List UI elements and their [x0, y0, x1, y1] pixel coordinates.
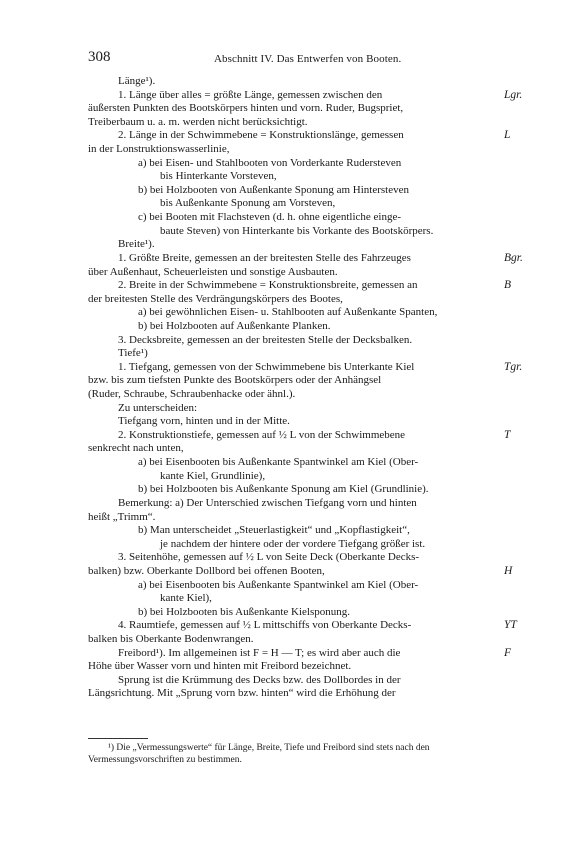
text-line: [88, 306, 530, 320]
text-line: [88, 551, 530, 565]
text-line: [88, 402, 530, 416]
line-text: in der Lonstruktionswasserlinie,: [88, 143, 230, 156]
line-text: Längsrichtung. Mit „Sprung vorn bzw. hinten“ wird die Erhöhung der: [88, 687, 396, 700]
line-text: a) bei Eisenbooten bis Außenkante Spantwinkel am Kiel (Ober-: [138, 456, 419, 469]
margin-symbol: T: [504, 428, 511, 441]
line-text: bis Hinterkante Vorsteven,: [160, 170, 277, 183]
line-text: baute Steven) von Hinterkante bis Vorkante des Bootskörpers.: [160, 224, 434, 237]
line-text: Höhe über Wasser vorn und hinten mit Freibord bezeichnet.: [88, 660, 352, 673]
line-text: b) bei Holzbooten bis Außenkante Kielsponung.: [138, 605, 351, 618]
line-text: 4. Raumtiefe, gemessen auf ½ L mittschiffs von Oberkante Decks-: [118, 619, 412, 632]
text-line: [88, 89, 530, 103]
text-line: [88, 687, 530, 701]
text-line: [88, 442, 530, 456]
text-line: [88, 184, 530, 198]
line-text: bis Außenkante Sponung am Vorsteven,: [160, 197, 336, 210]
line-text: a) bei gewöhnlichen Eisen- u. Stahlbooten auf Außenkante Spanten,: [138, 306, 438, 319]
line-text: der breitesten Stelle des Verdrängungskörpers des Bootes,: [88, 292, 343, 305]
line-text: 2. Länge in der Schwimmebene = Konstruktionslänge, gemessen: [118, 129, 404, 142]
text-line: [88, 266, 530, 280]
line-text: 2. Konstruktionstiefe, gemessen auf ½ L von der Schwimmebene: [118, 428, 406, 441]
line-text: b) bei Holzbooten von Außenkante Sponung am Hintersteven: [138, 183, 409, 196]
text-line: [88, 483, 530, 497]
text-line: [88, 75, 530, 89]
line-text: Länge¹).: [118, 75, 156, 87]
text-line: [88, 619, 530, 633]
text-line: [88, 633, 530, 647]
text-line: [88, 129, 530, 143]
text-line: [88, 347, 530, 361]
text-line: [88, 497, 530, 511]
line-text: 1. Tiefgang, gemessen von der Schwimmebene bis Unterkante Kiel: [118, 360, 415, 373]
line-text: a) bei Eisen- und Stahlbooten von Vorderkante Rudersteven: [138, 156, 402, 169]
text-line: [88, 415, 530, 429]
line-text: Breite¹).: [118, 238, 155, 251]
text-line: [88, 252, 530, 266]
text-line: [88, 225, 530, 239]
line-text: 3. Seitenhöhe, gemessen auf ½ L von Seite Deck (Oberkante Decks-: [118, 551, 420, 564]
line-text: 2. Breite in der Schwimmebene = Konstruktionsbreite, gemessen an: [118, 279, 418, 292]
line-text: senkrecht nach unten,: [88, 442, 184, 455]
margin-symbol: Lgr.: [504, 88, 523, 101]
page-header: [88, 49, 528, 69]
text-line: [88, 524, 530, 538]
text-line: [88, 579, 530, 593]
line-text: 1. Größte Breite, gemessen an der breitesten Stelle des Fahrzeuges: [118, 251, 411, 264]
margin-symbol: H: [504, 564, 513, 577]
text-line: [88, 429, 530, 443]
line-text: über Außenhaut, Scheuerleisten und sonstige Ausbauten.: [88, 265, 338, 278]
text-line: [88, 374, 530, 388]
line-text: b) Man unterscheidet „Steuerlastigkeit“ und „Kopflastigkeit“,: [138, 524, 410, 537]
line-text: kante Kiel, Grundlinie),: [160, 469, 266, 482]
text-line: [88, 470, 530, 484]
margin-symbol: YT: [504, 619, 517, 632]
text-line: [88, 238, 530, 252]
text-line: [88, 606, 530, 620]
text-line: [88, 197, 530, 211]
text-line: [88, 565, 530, 579]
line-text: c) bei Booten mit Flachsteven (d. h. ohne eigentliche einge-: [138, 211, 402, 224]
text-line: [88, 511, 530, 525]
margin-symbol: F: [504, 646, 512, 659]
line-text: b) bei Holzbooten auf Außenkante Planken.: [138, 319, 331, 332]
line-text: Sprung ist die Krümmung des Decks bzw. des Dollbordes in der: [118, 673, 401, 686]
text-line: [88, 293, 530, 307]
text-line: [88, 334, 530, 348]
text-line: [88, 143, 530, 157]
text-line: [88, 157, 530, 171]
body-text: [88, 75, 530, 701]
line-text: heißt „Trimm“.: [88, 510, 156, 523]
line-text: Bemerkung: a) Der Unterschied zwischen Tiefgang vorn und hinten: [118, 496, 417, 509]
text-line: [88, 456, 530, 470]
line-text: 1. Länge über alles = größte Länge, gemessen zwischen den: [118, 88, 383, 101]
text-line: [88, 211, 530, 225]
text-line: [88, 320, 530, 334]
text-line: [88, 170, 530, 184]
line-text: Tiefe¹): [118, 347, 148, 360]
footnote-line: Vermessungsvorschriften zu bestimmen.: [88, 755, 242, 765]
line-text: Freibord¹). Im allgemeinen ist F = H — T; es wird aber auch die: [118, 646, 401, 659]
running-head: Abschnitt IV. Das Entwerfen von Booten.: [214, 53, 402, 65]
text-line: [88, 388, 530, 402]
footnote-rule: [88, 738, 148, 739]
line-text: bzw. bis zum tiefsten Punkte des Bootskörpers oder der Anhängsel: [88, 374, 382, 387]
text-line: [88, 102, 530, 116]
text-line: [88, 660, 530, 674]
line-text: balken) bzw. Oberkante Dollbord bei offenen Booten,: [88, 564, 325, 577]
line-text: Tiefgang vorn, hinten und in der Mitte.: [118, 415, 290, 428]
footnote: [88, 742, 533, 766]
text-line: [88, 647, 530, 661]
text-line: [88, 674, 530, 688]
footnote-line: ¹) Die „Vermessungswerte“ für Länge, Breite, Tiefe und Freibord sind stets nach den: [108, 743, 430, 753]
page-number: 308: [88, 49, 111, 65]
margin-symbol: Tgr.: [504, 360, 523, 373]
line-text: Zu unterscheiden:: [118, 401, 198, 414]
text-line: [88, 116, 530, 130]
line-text: Treiberbaum u. a. m. werden nicht berücksichtigt.: [88, 115, 308, 128]
line-text: je nachdem der hintere oder der vordere Tiefgang größer ist.: [160, 537, 426, 550]
line-text: äußersten Punkten des Bootskörpers hinten und vorn. Ruder, Bugspriet,: [88, 102, 404, 115]
text-line: [88, 279, 530, 293]
line-text: balken bis Oberkante Bodenwrangen.: [88, 632, 254, 645]
line-text: 3. Decksbreite, gemessen an der breitesten Stelle der Decksbalken.: [118, 333, 413, 346]
text-line: [88, 592, 530, 606]
line-text: (Ruder, Schraube, Schraubenhacke oder ähnl.).: [88, 388, 296, 401]
margin-symbol: Bgr.: [504, 251, 523, 264]
line-text: a) bei Eisenbooten bis Außenkante Spantwinkel am Kiel (Ober-: [138, 578, 419, 591]
margin-symbol: B: [504, 279, 512, 292]
line-text: kante Kiel),: [160, 592, 212, 605]
text-line: [88, 538, 530, 552]
text-line: [88, 361, 530, 375]
margin-symbol: L: [504, 129, 511, 142]
line-text: b) bei Holzbooten bis Außenkante Sponung am Kiel (Grundlinie).: [138, 483, 429, 496]
